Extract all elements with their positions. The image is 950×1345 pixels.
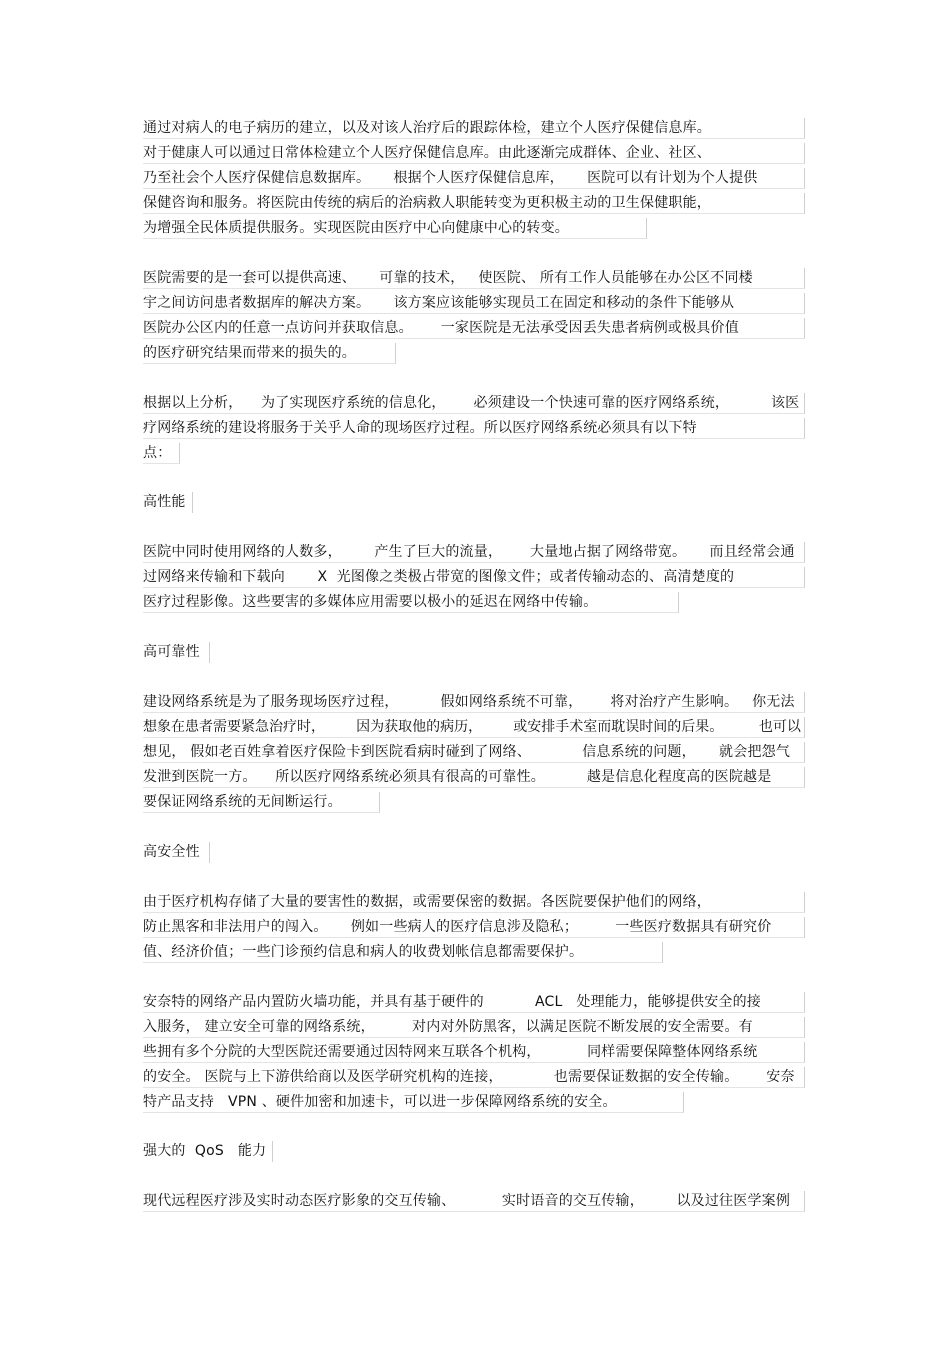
text-line: 值、经济价值；一些门诊预约信息和病人的收费划帐信息都需要保护。: [143, 942, 663, 963]
text-line: 为增强全民体质提供服务。实现医院由医疗中心向健康中心的转变。: [143, 218, 647, 239]
text-line: 想象在患者需要紧急治疗时， 因为获取他的病历， 或安排手术室而耽误时间的后果。 也可以: [143, 717, 805, 738]
text-line: 宇之间访问患者数据库的解决方案。 该方案应该能够实现员工在固定和移动的条件下能够从: [143, 293, 805, 314]
section-heading: 强大的 QoS 能力: [143, 1141, 273, 1162]
text-line: 发泄到医院一方。 所以医疗网络系统必须具有很高的可靠性。 越是信息化程度高的医院越是: [143, 767, 805, 788]
text-line: 现代远程医疗涉及实时动态医疗影象的交互传输、 实时语音的交互传输， 以及过往医学案例: [143, 1191, 805, 1212]
text-line: 要保证网络系统的无间断运行。: [143, 792, 380, 813]
text-line: 医疗过程影像。这些要害的多媒体应用需要以极小的延迟在网络中传输。: [143, 592, 679, 613]
text-line: 对于健康人可以通过日常体检建立个人医疗保健信息库。由此逐渐完成群体、企业、社区、: [143, 143, 805, 164]
text-line: 点：: [143, 443, 180, 464]
text-line: 建设网络系统是为了服务现场医疗过程， 假如网络系统不可靠， 将对治疗产生影响。 你无法: [143, 692, 805, 713]
section-heading: 高可靠性: [143, 642, 210, 663]
text-line: 由于医疗机构存储了大量的要害性的数据，或需要保密的数据。各医院要保护他们的网络，: [143, 892, 805, 913]
text-line: 乃至社会个人医疗保健信息数据库。 根据个人医疗保健信息库， 医院可以有计划为个人提供: [143, 168, 805, 189]
text-line: 医院需要的是一套可以提供高速、 可靠的技术， 使医院、 所有工作人员能够在办公区不同楼: [143, 268, 805, 289]
text-line: 入服务， 建立安全可靠的网络系统， 对内对外防黑客，以满足医院不断发展的安全需要。有: [143, 1017, 805, 1038]
text-line: 过网络来传输和下载向 X 光图像之类极占带宽的图像文件；或者传输动态的、高清楚度的: [143, 567, 805, 588]
text-line: 根据以上分析， 为了实现医疗系统的信息化， 必须建设一个快速可靠的医疗网络系统， 该医: [143, 393, 805, 414]
text-line: 保健咨询和服务。将医院由传统的病后的治病救人职能转变为更积极主动的卫生保健职能，: [143, 193, 805, 214]
text-line: 医院办公区内的任意一点访问并获取信息。 一家医院是无法承受因丢失患者病例或极具价值: [143, 318, 805, 339]
text-line: 防止黑客和非法用户的闯入。 例如一些病人的医疗信息涉及隐私； 一些医疗数据具有研究价: [143, 917, 805, 938]
text-line: 疗网络系统的建设将服务于关乎人命的现场医疗过程。所以医疗网络系统必须具有以下特: [143, 418, 805, 439]
text-line: 通过对病人的电子病历的建立，以及对该人治疗后的跟踪体检，建立个人医疗保健信息库。: [143, 118, 805, 139]
text-line: 的医疗研究结果而带来的损失的。: [143, 343, 396, 364]
text-line: 特产品支持 VPN 、硬件加密和加速卡，可以进一步保障网络系统的安全。: [143, 1092, 684, 1113]
text-line: 些拥有多个分院的大型医院还需要通过因特网来互联各个机构， 同样需要保障整体网络系统: [143, 1042, 805, 1063]
section-heading: 高安全性: [143, 842, 210, 863]
text-line: 医院中同时使用网络的人数多， 产生了巨大的流量， 大量地占据了网络带宽。 而且经常会通: [143, 542, 805, 563]
text-line: 的安全。 医院与上下游供给商以及医学研究机构的连接， 也需要保证数据的安全传输。 安奈: [143, 1067, 805, 1088]
section-heading: 高性能: [143, 492, 193, 513]
text-line: 安奈特的网络产品内置防火墙功能，并具有基于硬件的 ACL 处理能力，能够提供安全的接: [143, 992, 805, 1013]
text-line: 想见， 假如老百姓拿着医疗保险卡到医院看病时碰到了网络、 信息系统的问题， 就会把怨气: [143, 742, 805, 763]
